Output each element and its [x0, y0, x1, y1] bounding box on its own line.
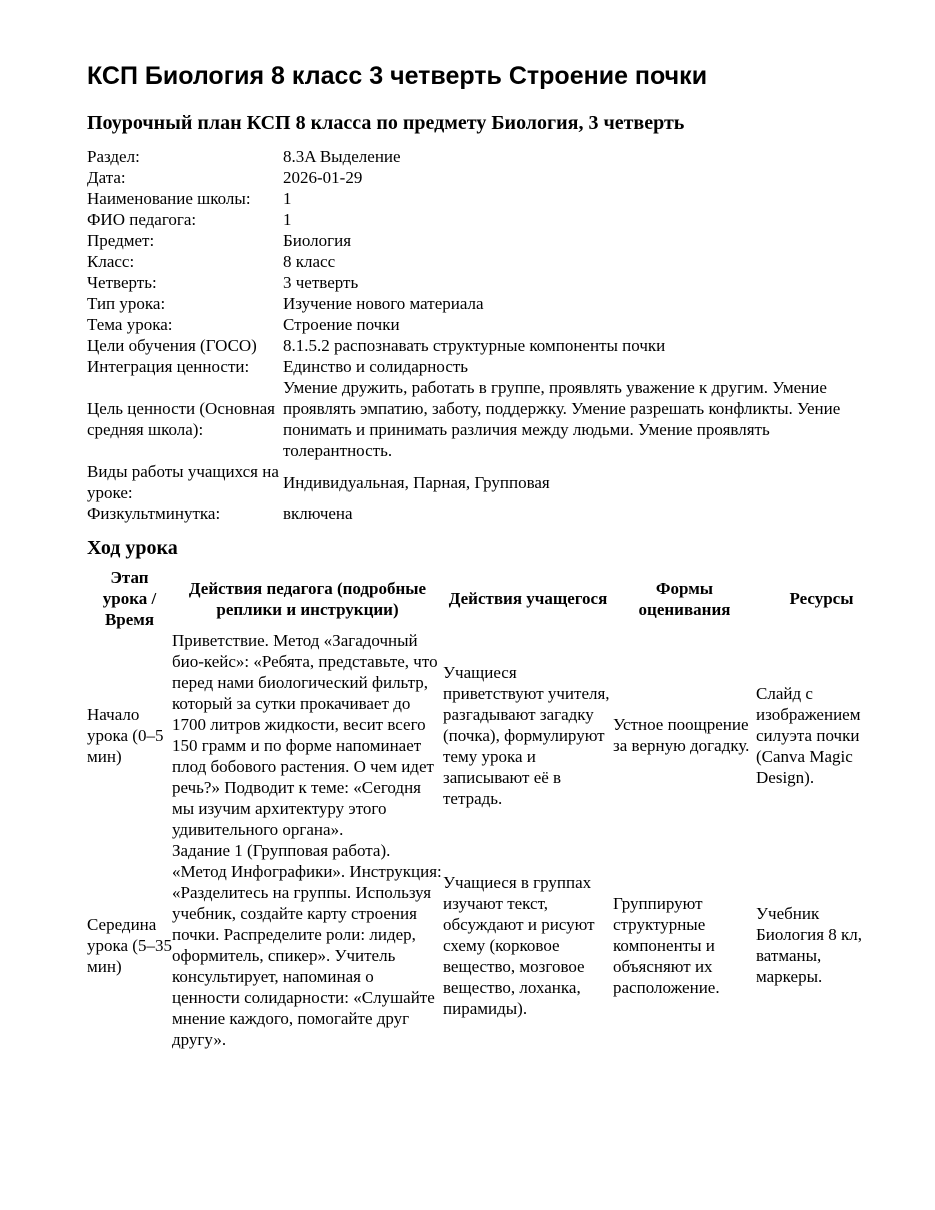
info-row	[87, 251, 883, 272]
info-value: 8.1.5.2 распознавать структурные компоненты почки	[283, 336, 666, 355]
table-header-row	[87, 567, 887, 630]
info-value: 3 четверть	[283, 273, 359, 292]
column-header-student: Действия учащегося	[448, 589, 608, 608]
cell-teacher: Задание 1 (Групповая работа). «Метод Инфографики». Инструкция: «Разделитесь на группы. Используя учебник, создайте карту строения почки. Распределите роли: лидер, оформитель, спикер». Учитель консультирует, напоминая о ценности солидарности: «Слушайте мнение каждого, помогайте друг другу».	[172, 841, 442, 1049]
info-value: 1	[283, 189, 292, 208]
lesson-flow-title: Ход урока	[87, 537, 178, 559]
info-value: Умение дружить, работать в группе, проявлять уважение к другим. Умение проявлять эмпатию, заботу, поддержку. Умение разрешать конфликты. Уение понимать и принимать различия между людьми. Умение проявлять толерантность.	[283, 378, 841, 460]
info-row	[87, 503, 883, 524]
info-value: Биология	[283, 231, 352, 250]
column-header-teacher: Действия педагога (подробные реплики и инструкции)	[188, 578, 427, 619]
info-label: Тип урока:	[87, 294, 166, 313]
info-row	[87, 461, 883, 503]
info-value: 2026-01-29	[283, 168, 363, 187]
info-row	[87, 146, 883, 167]
info-row	[87, 377, 883, 461]
info-label: Дата:	[87, 168, 126, 187]
cell-assessment: Устное поощрение за верную догадку.	[613, 715, 750, 755]
cell-stage: Начало урока (0–5 мин)	[87, 704, 164, 766]
info-label: Цели обучения (ГОСО)	[87, 336, 257, 355]
info-label: Четверть:	[87, 273, 157, 292]
info-label: Тема урока:	[87, 315, 173, 334]
info-label: Раздел:	[87, 147, 140, 166]
column-header-assessment: Формы оценивания	[638, 578, 731, 619]
info-label: Физкультминутка:	[87, 504, 221, 523]
lesson-info-table	[87, 146, 883, 524]
info-row	[87, 314, 883, 335]
info-row	[87, 335, 883, 356]
info-label: Интеграция ценности:	[87, 357, 250, 376]
info-value: Индивидуальная, Парная, Групповая	[283, 472, 550, 492]
info-label: Класс:	[87, 252, 135, 271]
info-row	[87, 293, 883, 314]
lesson-flow-table	[87, 567, 887, 1050]
cell-student: Учащиеся приветствуют учителя, разгадывают загадку (почка), формулируют тему урока и записывают её в тетрадь.	[443, 662, 610, 808]
plan-title: Поурочный план КСП 8 класса по предмету Биология, 3 четверть	[87, 112, 685, 134]
cell-stage: Середина урока (5–35 мин)	[87, 914, 172, 976]
table-row	[87, 840, 887, 1050]
info-row	[87, 167, 883, 188]
column-header-resources: Ресурсы	[789, 589, 854, 608]
info-label: Предмет:	[87, 231, 155, 250]
info-row	[87, 272, 883, 293]
info-value: 1	[283, 210, 292, 229]
cell-assessment: Группируют структурные компоненты и объясняют их расположение.	[613, 893, 720, 997]
info-value: Изучение нового материала	[283, 294, 484, 313]
info-row	[87, 356, 883, 377]
info-value: 8 класс	[283, 252, 336, 271]
info-value: включена	[283, 504, 353, 523]
cell-resources: Слайд с изображением силуэта почки (Canva Magic Design).	[756, 683, 861, 787]
info-label: Виды работы учащихся на уроке:	[87, 462, 279, 502]
document-title: КСП Биология 8 класс 3 четверть Строение почки	[87, 62, 708, 90]
info-row	[87, 188, 883, 209]
info-label: Цель ценности (Основная средняя школа):	[87, 399, 275, 439]
table-row	[87, 630, 887, 840]
info-label: ФИО педагога:	[87, 210, 197, 229]
cell-resources: Учебник Биология 8 кл, ватманы, маркеры.	[756, 904, 863, 986]
info-row	[87, 230, 883, 251]
cell-teacher: Приветствие. Метод «Загадочный био-кейс»: «Ребята, представьте, что перед нами биологический фильтр, который за сутки прокачивает до 1700 литров жидкости, весит всего 150 грамм и по форме напоминает плод бобового растения. О чем идет речь?» Подводит к теме: «Сегодня мы изучим архитектуру этого удивительного органа».	[172, 631, 438, 839]
info-label: Наименование школы:	[87, 189, 251, 208]
info-value: Единство и солидарность	[283, 357, 469, 376]
info-value: 8.3A Выделение	[283, 147, 401, 166]
document-page	[87, 60, 887, 1050]
info-row	[87, 209, 883, 230]
cell-student: Учащиеся в группах изучают текст, обсуждают и рисуют схему (корковое вещество, мозговое вещество, лоханка, пирамиды).	[443, 872, 595, 1018]
info-value: Строение почки	[283, 315, 400, 334]
column-header-stage: Этап урока / Время	[102, 568, 157, 629]
